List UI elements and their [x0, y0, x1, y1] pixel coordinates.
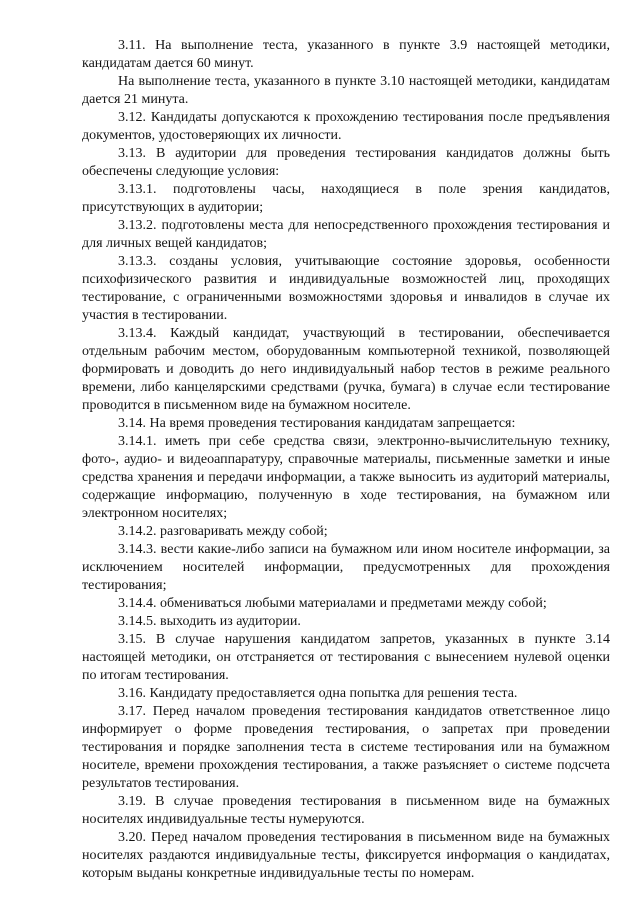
paragraph-3-19: 3.19. В случае проведения тестирования в письменном виде на бумажных носителях индивидуальные тесты нумеруются. — [82, 794, 610, 827]
paragraph-3-14-5: 3.14.5. выходить из аудитории. — [118, 614, 301, 629]
paragraph-3-20: 3.20. Перед началом проведения тестирования в письменном виде на бумажных носителях раздаются индивидуальные тесты, фиксируется информация о кандидатах, которым выданы конкретные индивидуальные тесты по номерам. — [82, 830, 610, 881]
paragraph-3-11-continued: На выполнение теста, указанного в пункте 3.10 настоящей методики, кандидатам дается 21 минута. — [82, 74, 610, 107]
paragraph-3-13: 3.13. В аудитории для проведения тестирования кандидатов должны быть обеспечены следующие условия: — [82, 146, 610, 179]
paragraph-3-13-3: 3.13.3. созданы условия, учитывающие состояние здоровья, особенности психофизического развития и индивидуальные возможностей лиц, проходящих тестирование, с ограниченными возможностями здоровья и инвалидов в случае их участия в тестировании. — [82, 254, 610, 323]
paragraph-3-14-3: 3.14.3. вести какие-либо записи на бумажном или ином носителе информации, за исключением носителей информации, предусмотренных для прохождения тестирования; — [82, 542, 610, 593]
paragraph-3-15: 3.15. В случае нарушения кандидатом запретов, указанных в пункте 3.14 настоящей методики, он отстраняется от тестирования с вынесением нулевой оценки по итогам тестирования. — [82, 632, 610, 683]
paragraph-3-13-1: 3.13.1. подготовлены часы, находящиеся в поле зрения кандидатов, присутствующих в аудитории; — [82, 182, 610, 215]
paragraph-3-14-4: 3.14.4. обмениваться любыми материалами и предметами между собой; — [118, 596, 547, 611]
paragraph-3-14-1: 3.14.1. иметь при себе средства связи, электронно-вычислительную технику, фото-, аудио- и видеоаппаратуру, справочные материалы, письменные заметки и иные средства хранения и передачи информации, а также выносить из аудиторий материалы, содержащие информацию, полученную в ходе тестирования, на бумажном или электронном носителях; — [82, 434, 610, 521]
document-page — [82, 37, 610, 883]
paragraph-3-14-2: 3.14.2. разговаривать между собой; — [118, 524, 328, 539]
paragraph-3-17: 3.17. Перед началом проведения тестирования кандидатов ответственное лицо информирует о форме проведения тестирования, о запретах при проведении тестирования и порядке заполнения теста в системе тестирования или на бумажном носителе, времени прохождения тестирования, а также разъясняет о системе подсчета результатов тестирования. — [82, 704, 610, 791]
paragraph-3-13-2: 3.13.2. подготовлены места для непосредственного прохождения тестирования и для личных вещей кандидатов; — [82, 218, 610, 251]
paragraph-3-16: 3.16. Кандидату предоставляется одна попытка для решения теста. — [118, 686, 518, 701]
paragraph-3-13-4: 3.13.4. Каждый кандидат, участвующий в тестировании, обеспечивается отдельным рабочим местом, оборудованным компьютерной техникой, позволяющей формировать и доводить до него индивидуальный набор тестов в режиме реального времени, либо канцелярскими средствами (ручка, бумага) в случае если тестирование проводится в письменном виде на бумажном носителе. — [82, 326, 610, 413]
paragraph-3-14: 3.14. На время проведения тестирования кандидатам запрещается: — [118, 416, 516, 431]
paragraph-3-11: 3.11. На выполнение теста, указанного в пункте 3.9 настоящей методики, кандидатам дается 60 минут. — [82, 38, 610, 71]
paragraph-3-12: 3.12. Кандидаты допускаются к прохождению тестирования после предъявления документов, удостоверяющих их личности. — [82, 110, 610, 143]
